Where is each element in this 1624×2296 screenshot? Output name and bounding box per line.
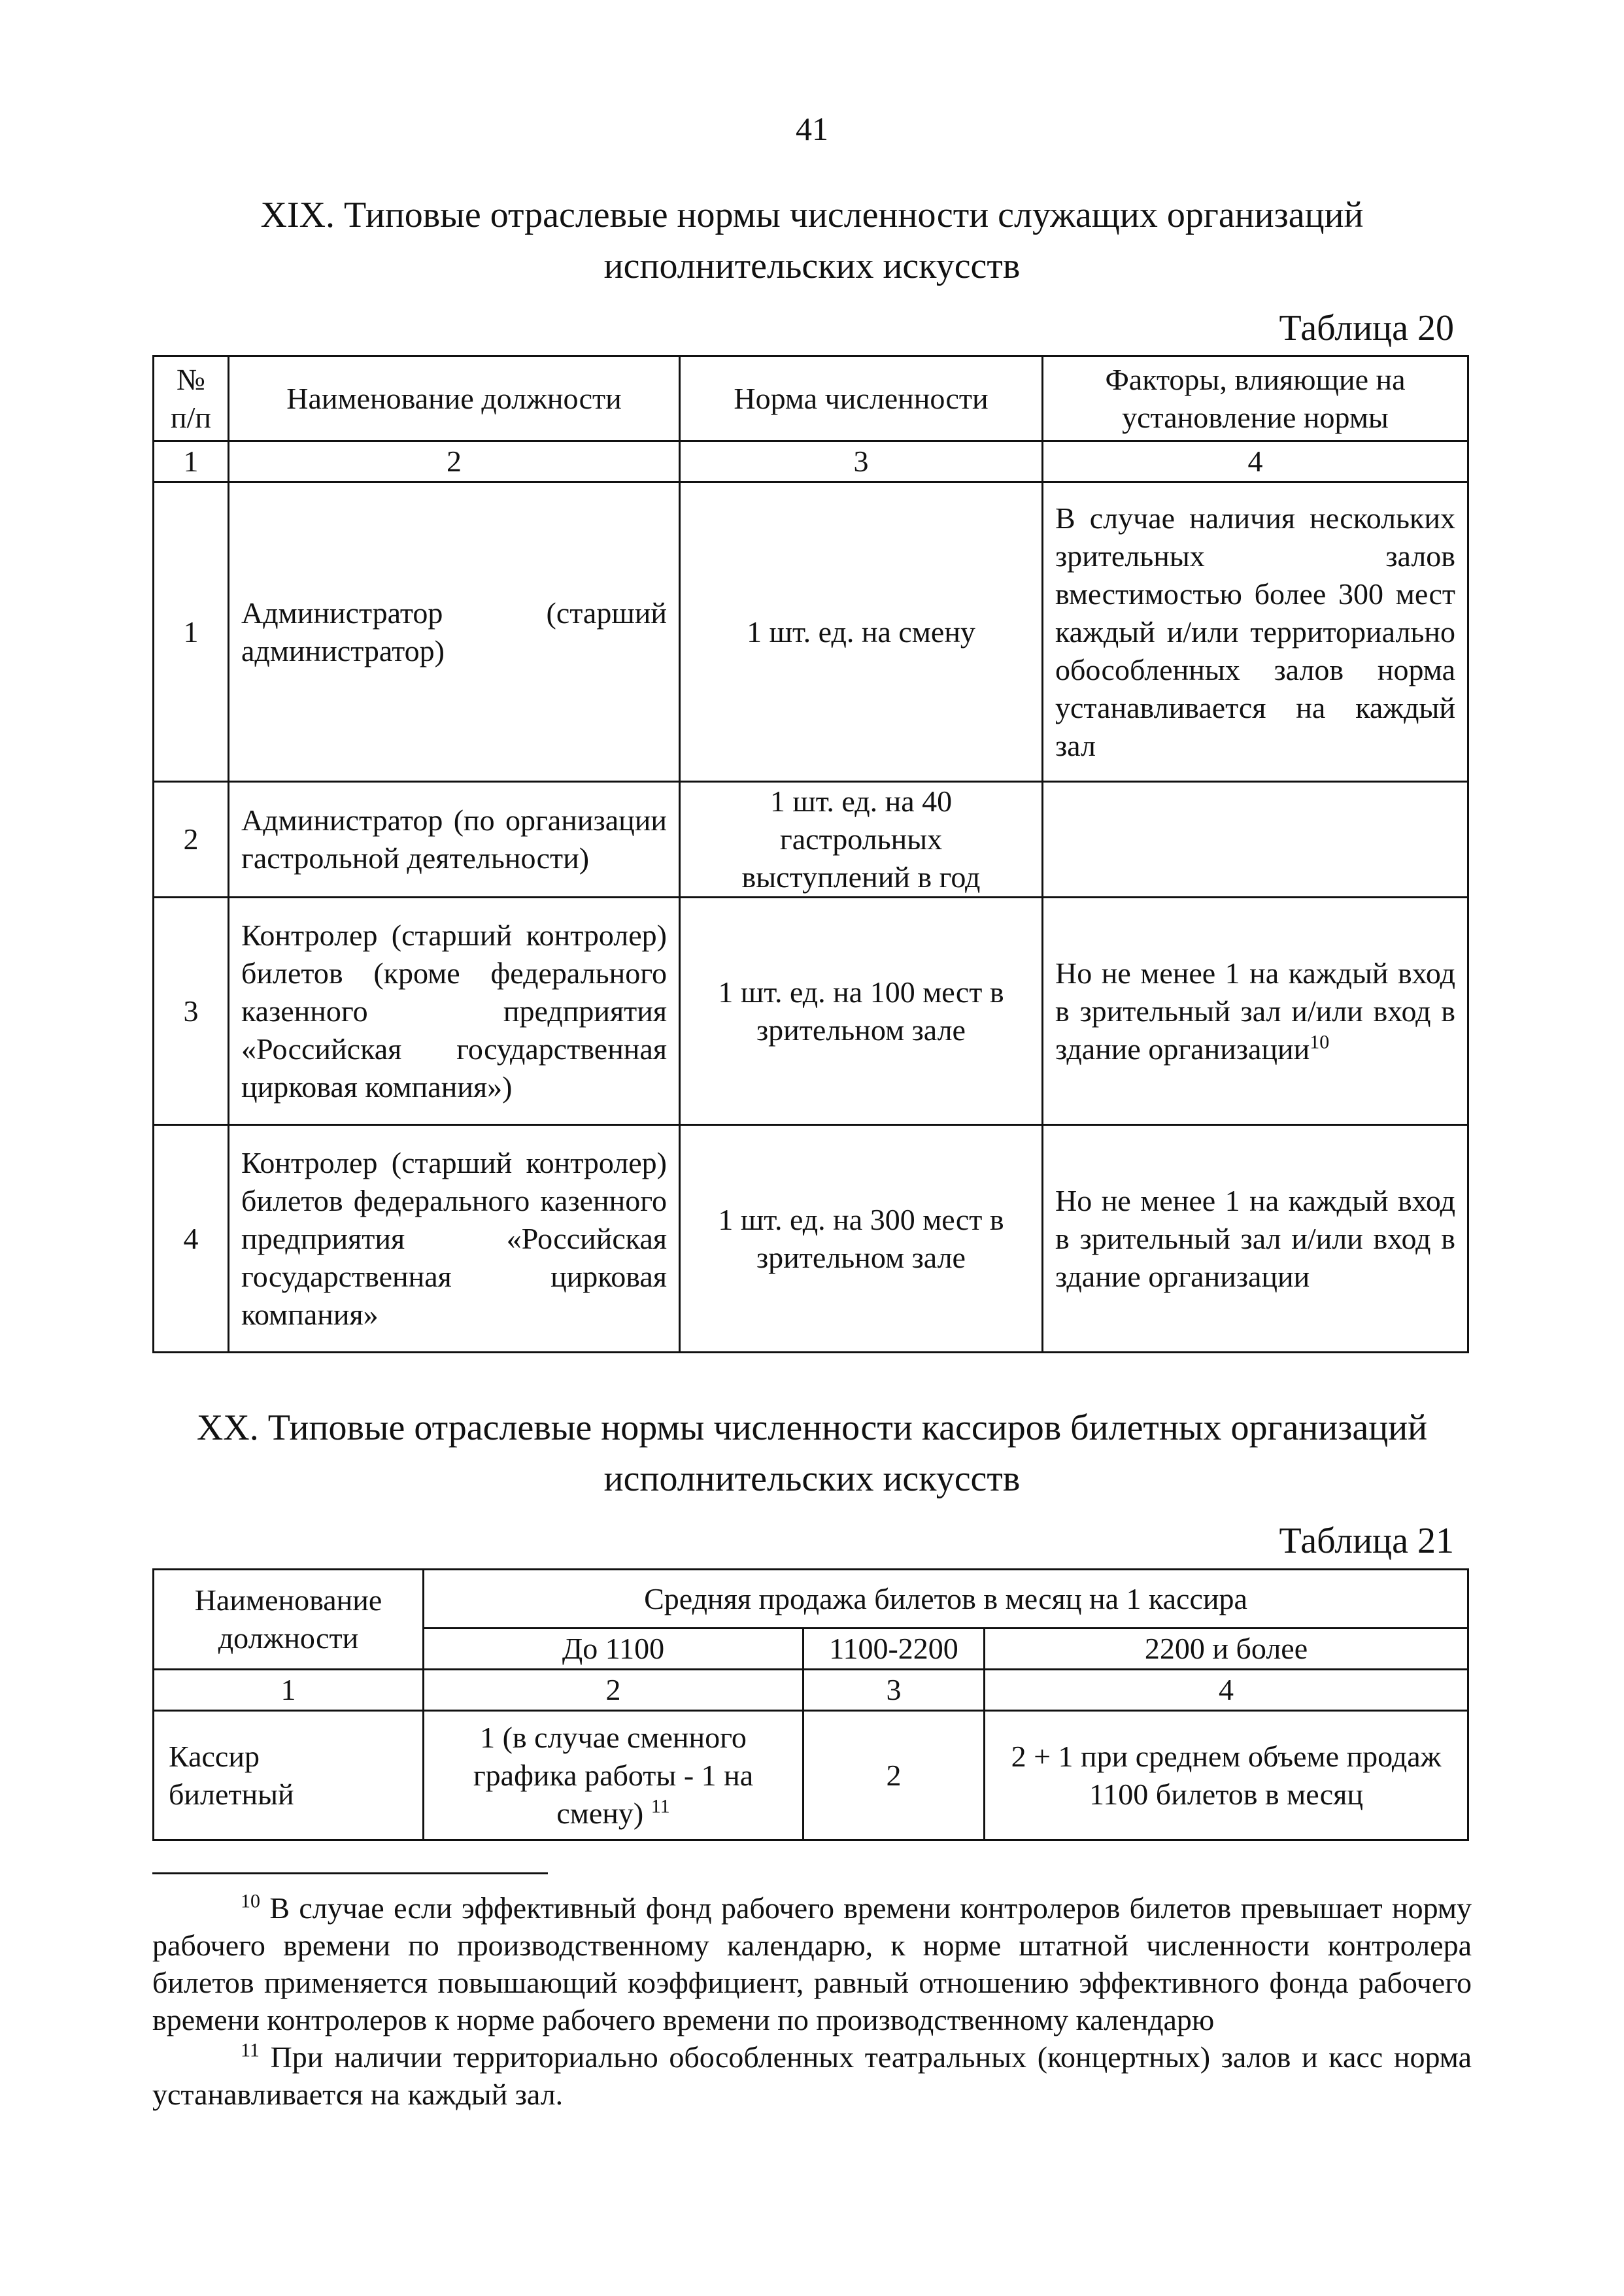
row-norm: 1 шт. ед. на 300 мест в зрительном зале	[680, 1125, 1043, 1353]
row-value-1-text: 1 (в случае сменного графика работы - 1 на смену)	[473, 1720, 754, 1830]
row-number: 3	[154, 898, 229, 1125]
column-number: 4	[1043, 441, 1468, 482]
column-number: 3	[804, 1670, 985, 1711]
footnote-mark: 10	[241, 1890, 260, 1912]
column-number: 3	[680, 441, 1043, 482]
footnote-text: При наличии территориально обособленных театральных (концертных) залов и касс норма устанавливается на каждый зал.	[152, 2040, 1472, 2111]
table-row	[154, 1125, 1468, 1353]
row-position-text: Администратор (старший администратор)	[241, 596, 667, 667]
table-row	[154, 482, 1468, 782]
row-number: 4	[154, 1125, 229, 1353]
row-value-1	[424, 1711, 804, 1840]
page-number: 41	[796, 110, 828, 147]
table-20-caption: Таблица 20	[1279, 308, 1454, 348]
range-1100-2200: 1100-2200	[804, 1629, 985, 1670]
table-row	[154, 782, 1468, 898]
footnote-ref: 10	[1310, 1031, 1330, 1053]
section-19-title	[131, 190, 1493, 292]
column-number: 1	[154, 441, 229, 482]
row-norm: 1 шт. ед. на 40 гастрольных выступлений в год	[680, 782, 1043, 898]
row-position: Контролер (старший контролер) билетов федерального казенного предприятия «Российская государственная цирковая компания»	[229, 1125, 680, 1353]
table-21-column-number-row	[154, 1670, 1468, 1711]
range-2200-plus: 2200 и более	[985, 1629, 1468, 1670]
row-factors: В случае наличия нескольких зрительных залов вместимостью более 300 мест каждый и/или территориально обособленных залов норма устанавливается на каждый зал	[1043, 482, 1468, 782]
footnote-ref: 11	[651, 1795, 670, 1817]
column-number: 1	[154, 1670, 424, 1711]
footnote-mark: 11	[241, 2039, 260, 2061]
header-position: Наименование должности	[154, 1570, 424, 1670]
row-position: Кассир билетный	[154, 1711, 424, 1840]
footnote-text: В случае если эффективный фонд рабочего времени контролеров билетов превышает норму рабочего времени по производственному календарю, к норме штатной численности контролера билетов применяется повышающий коэффициент, равный отношению эффективного фонда рабочего времени контролеров к норме рабочего времени по производственному календарю	[152, 1891, 1472, 2036]
column-number: 2	[424, 1670, 804, 1711]
table-row	[154, 898, 1468, 1125]
table-21-header-row	[154, 1570, 1468, 1629]
row-norm: 1 шт. ед. на 100 мест в зрительном зале	[680, 898, 1043, 1125]
header-position: Наименование должности	[229, 356, 680, 441]
section-20-title-line1: XX. Типовые отраслевые нормы численности кассиров билетных организаций	[196, 1408, 1428, 1448]
table-21	[152, 1568, 1469, 1841]
footnote-10	[152, 1889, 1472, 2038]
column-number: 4	[985, 1670, 1468, 1711]
table-20	[152, 355, 1469, 1353]
row-position	[229, 482, 680, 782]
footnote-11	[152, 2038, 1472, 2113]
header-norm: Норма численности	[680, 356, 1043, 441]
footnotes	[152, 1889, 1472, 2113]
header-number: № п/п	[154, 356, 229, 441]
row-number: 2	[154, 782, 229, 898]
section-20-title-line2: исполнительских искусств	[603, 1459, 1021, 1499]
row-number: 1	[154, 482, 229, 782]
footnote-separator	[152, 1872, 548, 1874]
row-factors	[1043, 898, 1468, 1125]
row-factors	[1043, 782, 1468, 898]
row-value-3: 2 + 1 при среднем объеме продаж 1100 билетов в месяц	[985, 1711, 1468, 1840]
header-factors: Факторы, влияющие на установление нормы	[1043, 356, 1468, 441]
row-factors: Но не менее 1 на каждый вход в зрительный зал и/или вход в здание организации	[1043, 1125, 1468, 1353]
column-number: 2	[229, 441, 680, 482]
row-factors-text: Но не менее 1 на каждый вход в зрительный зал и/или вход в здание организации	[1055, 956, 1455, 1066]
row-norm: 1 шт. ед. на смену	[680, 482, 1043, 782]
table-20-column-number-row	[154, 441, 1468, 482]
row-position: Контролер (старший контролер) билетов (кроме федерального казенного предприятия «Российская государственная цирковая компания»)	[229, 898, 680, 1125]
range-up-to-1100: До 1100	[424, 1629, 804, 1670]
row-value-2: 2	[804, 1711, 985, 1840]
header-sales: Средняя продажа билетов в месяц на 1 кассира	[424, 1570, 1468, 1629]
table-21-caption: Таблица 21	[1279, 1521, 1454, 1561]
section-19-title-line2: исполнительских искусств	[603, 246, 1021, 286]
section-19-title-line1: XIX. Типовые отраслевые нормы численности служащих организаций	[260, 195, 1364, 235]
section-20-title	[131, 1402, 1493, 1504]
table-row	[154, 1711, 1468, 1840]
table-20-header-row	[154, 356, 1468, 441]
row-position: Администратор (по организации гастрольной деятельности)	[229, 782, 680, 898]
